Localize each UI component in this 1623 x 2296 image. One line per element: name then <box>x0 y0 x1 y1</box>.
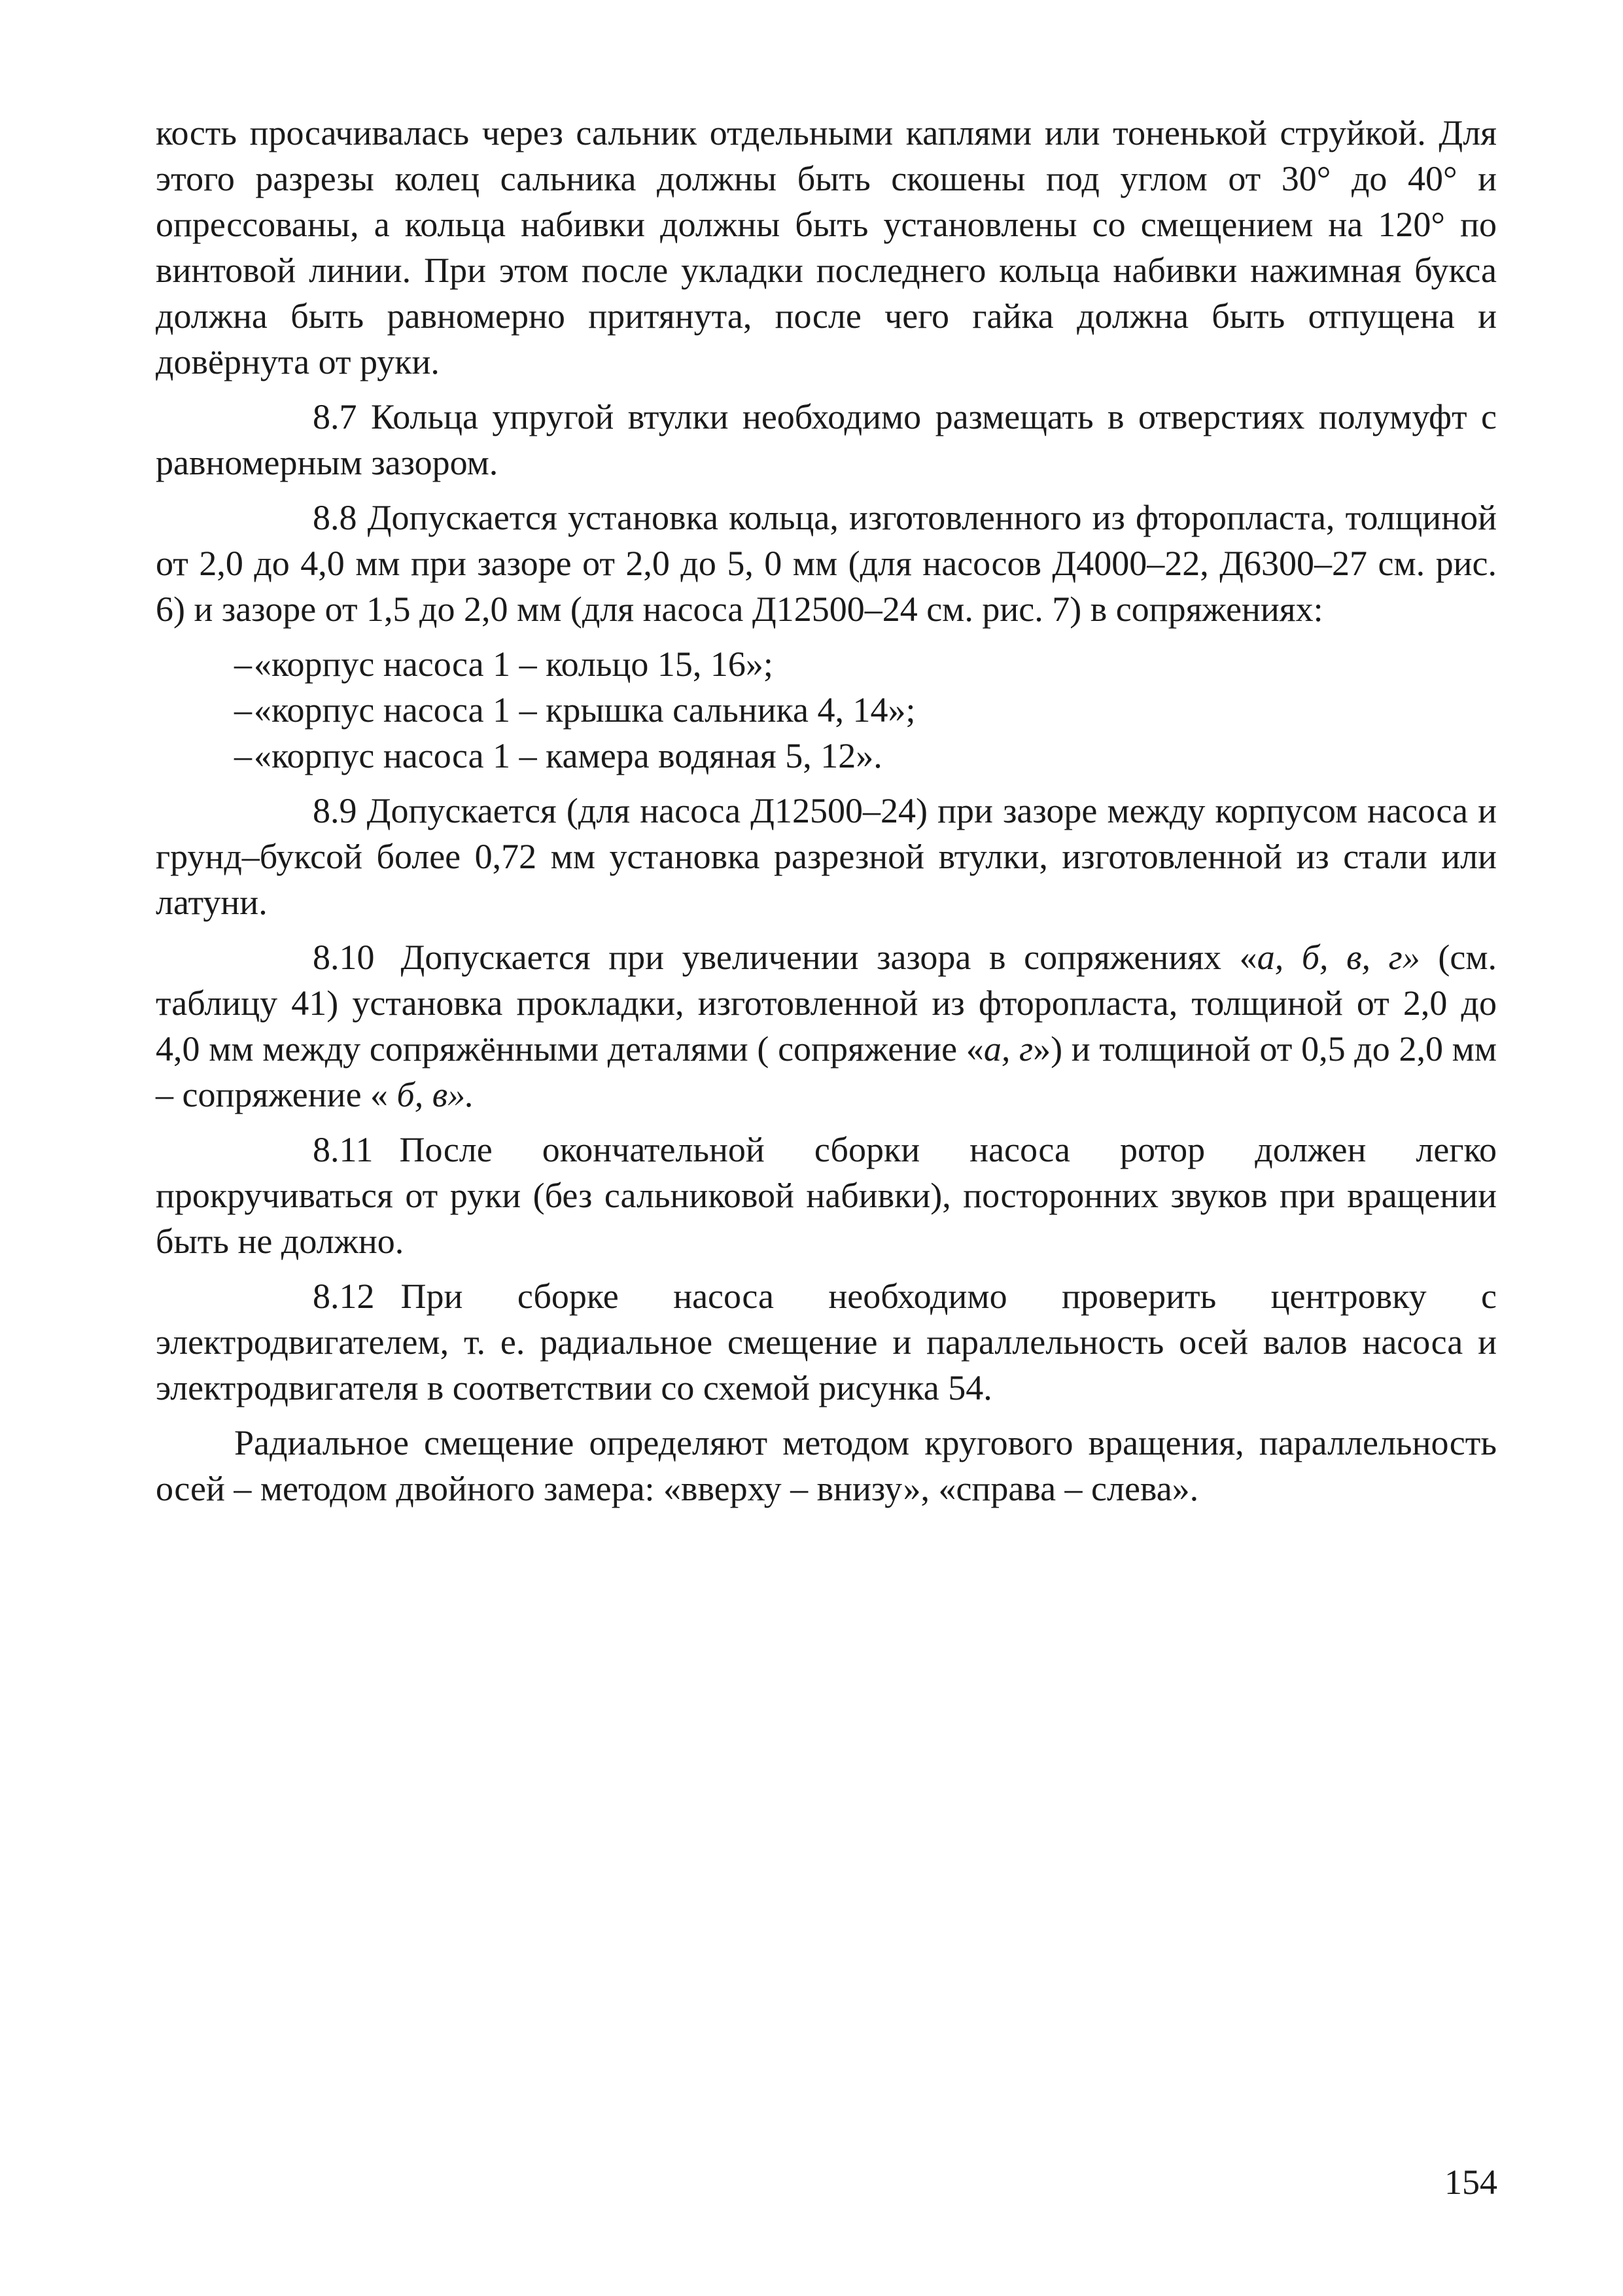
paragraph-8-10 <box>156 934 1497 1118</box>
paragraph-number: 8.7 <box>313 397 357 436</box>
paragraph-text: При сборке насоса необходимо проверить центровку с электродвигателем, т. е. радиальное смещение и параллельность осей валов насоса и электродвигателя в соответствии со схемой рисунка 54. <box>156 1277 1497 1407</box>
list-dash: – <box>234 690 252 730</box>
paragraph-8-12 <box>156 1273 1497 1411</box>
paragraph-number: 8.12 <box>313 1277 375 1316</box>
paragraph-text-part: Допускается при увеличении зазора в сопряжениях « <box>400 938 1257 977</box>
paragraph-8-9 <box>156 788 1497 925</box>
paragraph-number: 8.11 <box>313 1130 374 1169</box>
list-dash: – <box>234 736 252 775</box>
paragraph-8-11 <box>156 1127 1497 1264</box>
list-item-text: «корпус насоса 1 – крышка сальника 4, 14»; <box>254 690 916 730</box>
paragraph-text: кость просачивалась через сальник отдельными каплями или тоненькой струйкой. Для этого разрезы колец сальника должны быть скошены под углом от 30° до 40° и опрессованы, а кольца набивки должны быть установлены со смещением на 120° по винтовой линии. При этом после укладки последнего кольца набивки нажимная букса должна быть равномерно притянута, после чего гайка должна быть отпущена и довёрнута от руки. <box>156 113 1497 381</box>
paragraph-number: 8.8 <box>313 498 357 537</box>
body-text <box>156 110 1497 1521</box>
paragraph-text: После окончательной сборки насоса ротор должен легко прокручиваться от руки (без сальниковой набивки), посторонних звуков при вращении быть не должно. <box>156 1130 1497 1261</box>
paragraph-number: 8.10 <box>313 938 375 977</box>
paragraph-text-part: (см. таблицу 41) установка прокладки, изготовленной из фторопласта, толщиной от 2,0 до 4,0 мм между сопряжёнными деталями ( сопряжение « <box>156 938 1497 1069</box>
paragraph-text: Допускается установка кольца, изготовленного из фторопласта, толщиной от 2,0 до 4,0 мм при зазоре от 2,0 до 5, 0 мм (для насосов Д4000–22, Д6300–27 см. рис. 6) и зазоре от 1,5 до 2,0 мм (для насоса Д12500–24 см. рис. 7) в сопряжениях: <box>156 498 1497 629</box>
paragraph-text-part: ») и толщиной от 0,5 до 2,0 мм – сопряжение « <box>156 1029 1497 1114</box>
conjugation-list <box>156 641 1497 779</box>
paragraph-text: Допускается (для насоса Д12500–24) при зазоре между корпусом насоса и грунд–буксой более 0,72 мм установка разрезной втулки, изготовленной из стали или латуни. <box>156 791 1497 922</box>
paragraph-text: Кольца упругой втулки необходимо размещать в отверстиях полумуфт с равномерным зазором. <box>156 397 1497 482</box>
paragraph-final <box>156 1420 1497 1511</box>
paragraph-intro <box>156 110 1497 385</box>
page-number: 154 <box>1444 2163 1497 2202</box>
list-dash: – <box>234 645 252 684</box>
list-item-text: «корпус насоса 1 – камера водяная 5, 12». <box>254 736 882 775</box>
paragraph-italic-part: а, б, в, г» <box>1257 938 1420 977</box>
paragraph-text: Радиальное смещение определяют методом кругового вращения, параллельность осей – методом двойного замера: «вверху – внизу», «справа – слева». <box>156 1423 1497 1508</box>
list-item <box>156 687 1497 733</box>
list-item-text: «корпус насоса 1 – кольцо 15, 16»; <box>254 645 773 684</box>
list-item <box>156 733 1497 779</box>
paragraph-number: 8.9 <box>313 791 357 830</box>
paragraph-italic-part: б, в». <box>396 1075 474 1114</box>
paragraph-italic-part: а, г <box>983 1029 1034 1069</box>
list-item <box>156 641 1497 687</box>
paragraph-8-7 <box>156 394 1497 486</box>
paragraph-8-8 <box>156 495 1497 632</box>
